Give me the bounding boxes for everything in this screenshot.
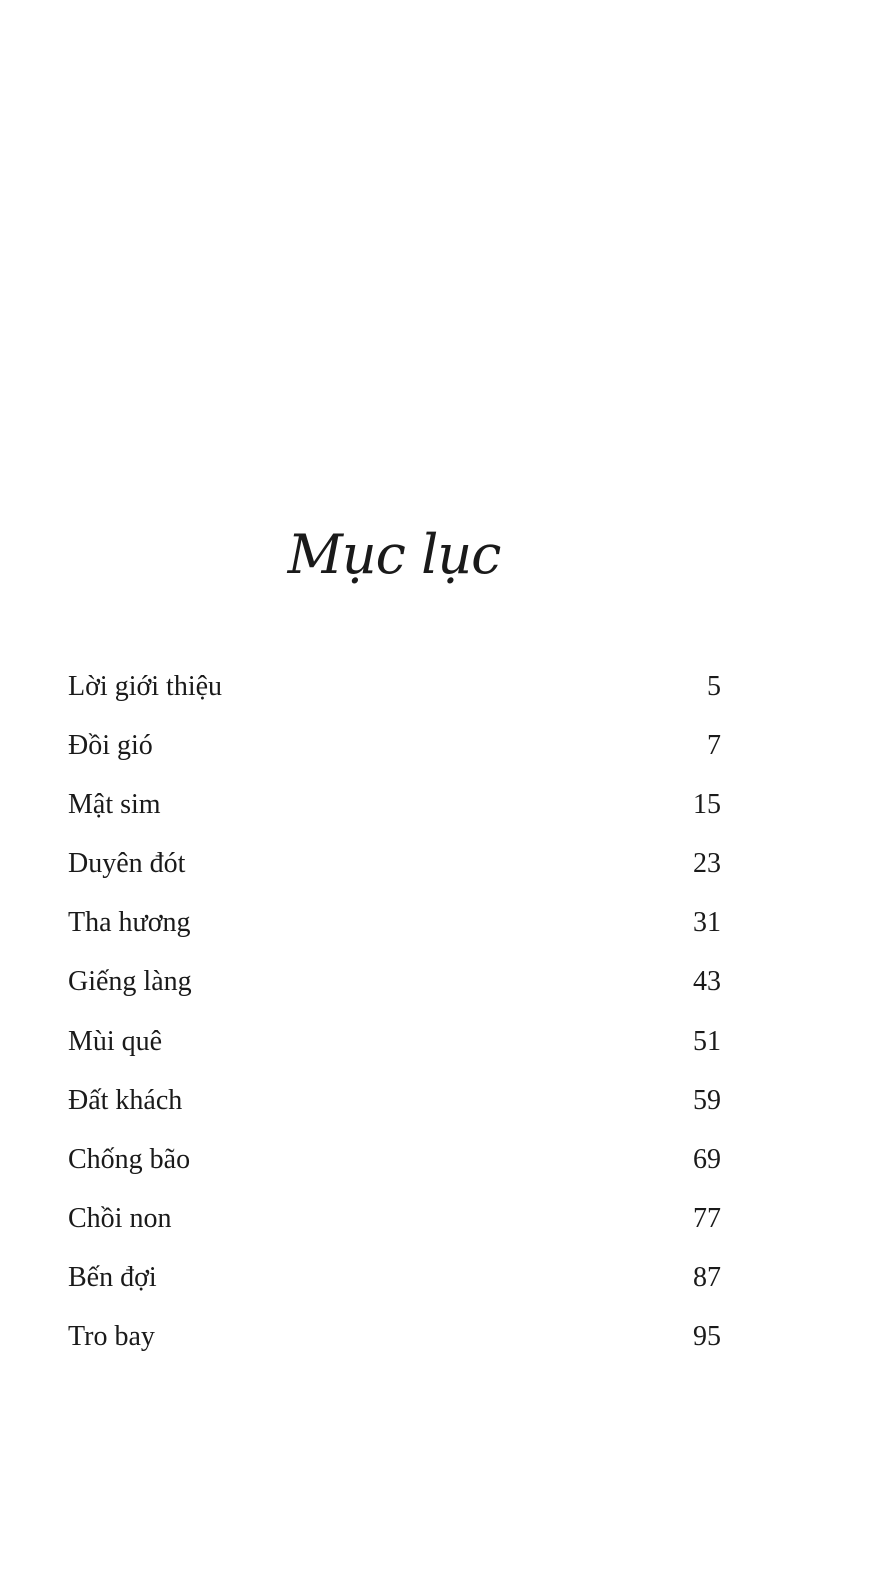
toc-entry-title: Chồi non: [68, 1202, 172, 1234]
toc-entry: [68, 780, 721, 839]
toc-entry-title: Tro bay: [68, 1321, 155, 1353]
toc-entry-title: Mùi quê: [68, 1025, 163, 1057]
toc-entry-page: 51: [693, 1025, 721, 1057]
toc-entry-page: 87: [693, 1261, 721, 1293]
toc-entry-page: 31: [693, 907, 721, 939]
page-title: Mục lục: [287, 523, 501, 586]
toc-entry: [68, 1076, 721, 1135]
toc-entry-page: 59: [693, 1084, 721, 1116]
toc-entry-page: 77: [693, 1202, 721, 1234]
toc-entry-title: Giếng làng: [68, 966, 192, 998]
toc-entry-page: 15: [693, 789, 721, 821]
toc-entry: [68, 839, 721, 898]
toc-entry: [68, 898, 721, 957]
toc-entry-title: Lời giới thiệu: [68, 671, 223, 702]
toc-entry-title: Duyên đót: [68, 848, 186, 880]
toc-entry: [68, 1312, 721, 1371]
toc-entry-title: Mật sim: [68, 789, 161, 821]
toc-entry: [68, 662, 721, 721]
toc-entry-page: 7: [707, 730, 721, 762]
table-of-contents: [68, 662, 721, 1371]
toc-entry: [68, 1253, 721, 1312]
toc-entry-page: 95: [693, 1321, 721, 1353]
toc-entry-title: Chống bão: [68, 1143, 191, 1175]
toc-entry: [68, 1135, 721, 1194]
toc-entry: [68, 1017, 721, 1076]
toc-entry: [68, 721, 721, 780]
toc-entry-title: Bến đợi: [68, 1261, 157, 1293]
toc-entry: [68, 1194, 721, 1253]
toc-entry-page: 5: [707, 671, 721, 702]
toc-entry-title: Đồi gió: [68, 730, 153, 762]
toc-entry-page: 43: [693, 966, 721, 998]
toc-entry-page: 69: [693, 1143, 721, 1175]
toc-entry-title: Đất khách: [68, 1084, 183, 1116]
toc-entry: [68, 957, 721, 1016]
toc-entry-title: Tha hương: [68, 907, 191, 939]
toc-entry-page: 23: [693, 848, 721, 880]
